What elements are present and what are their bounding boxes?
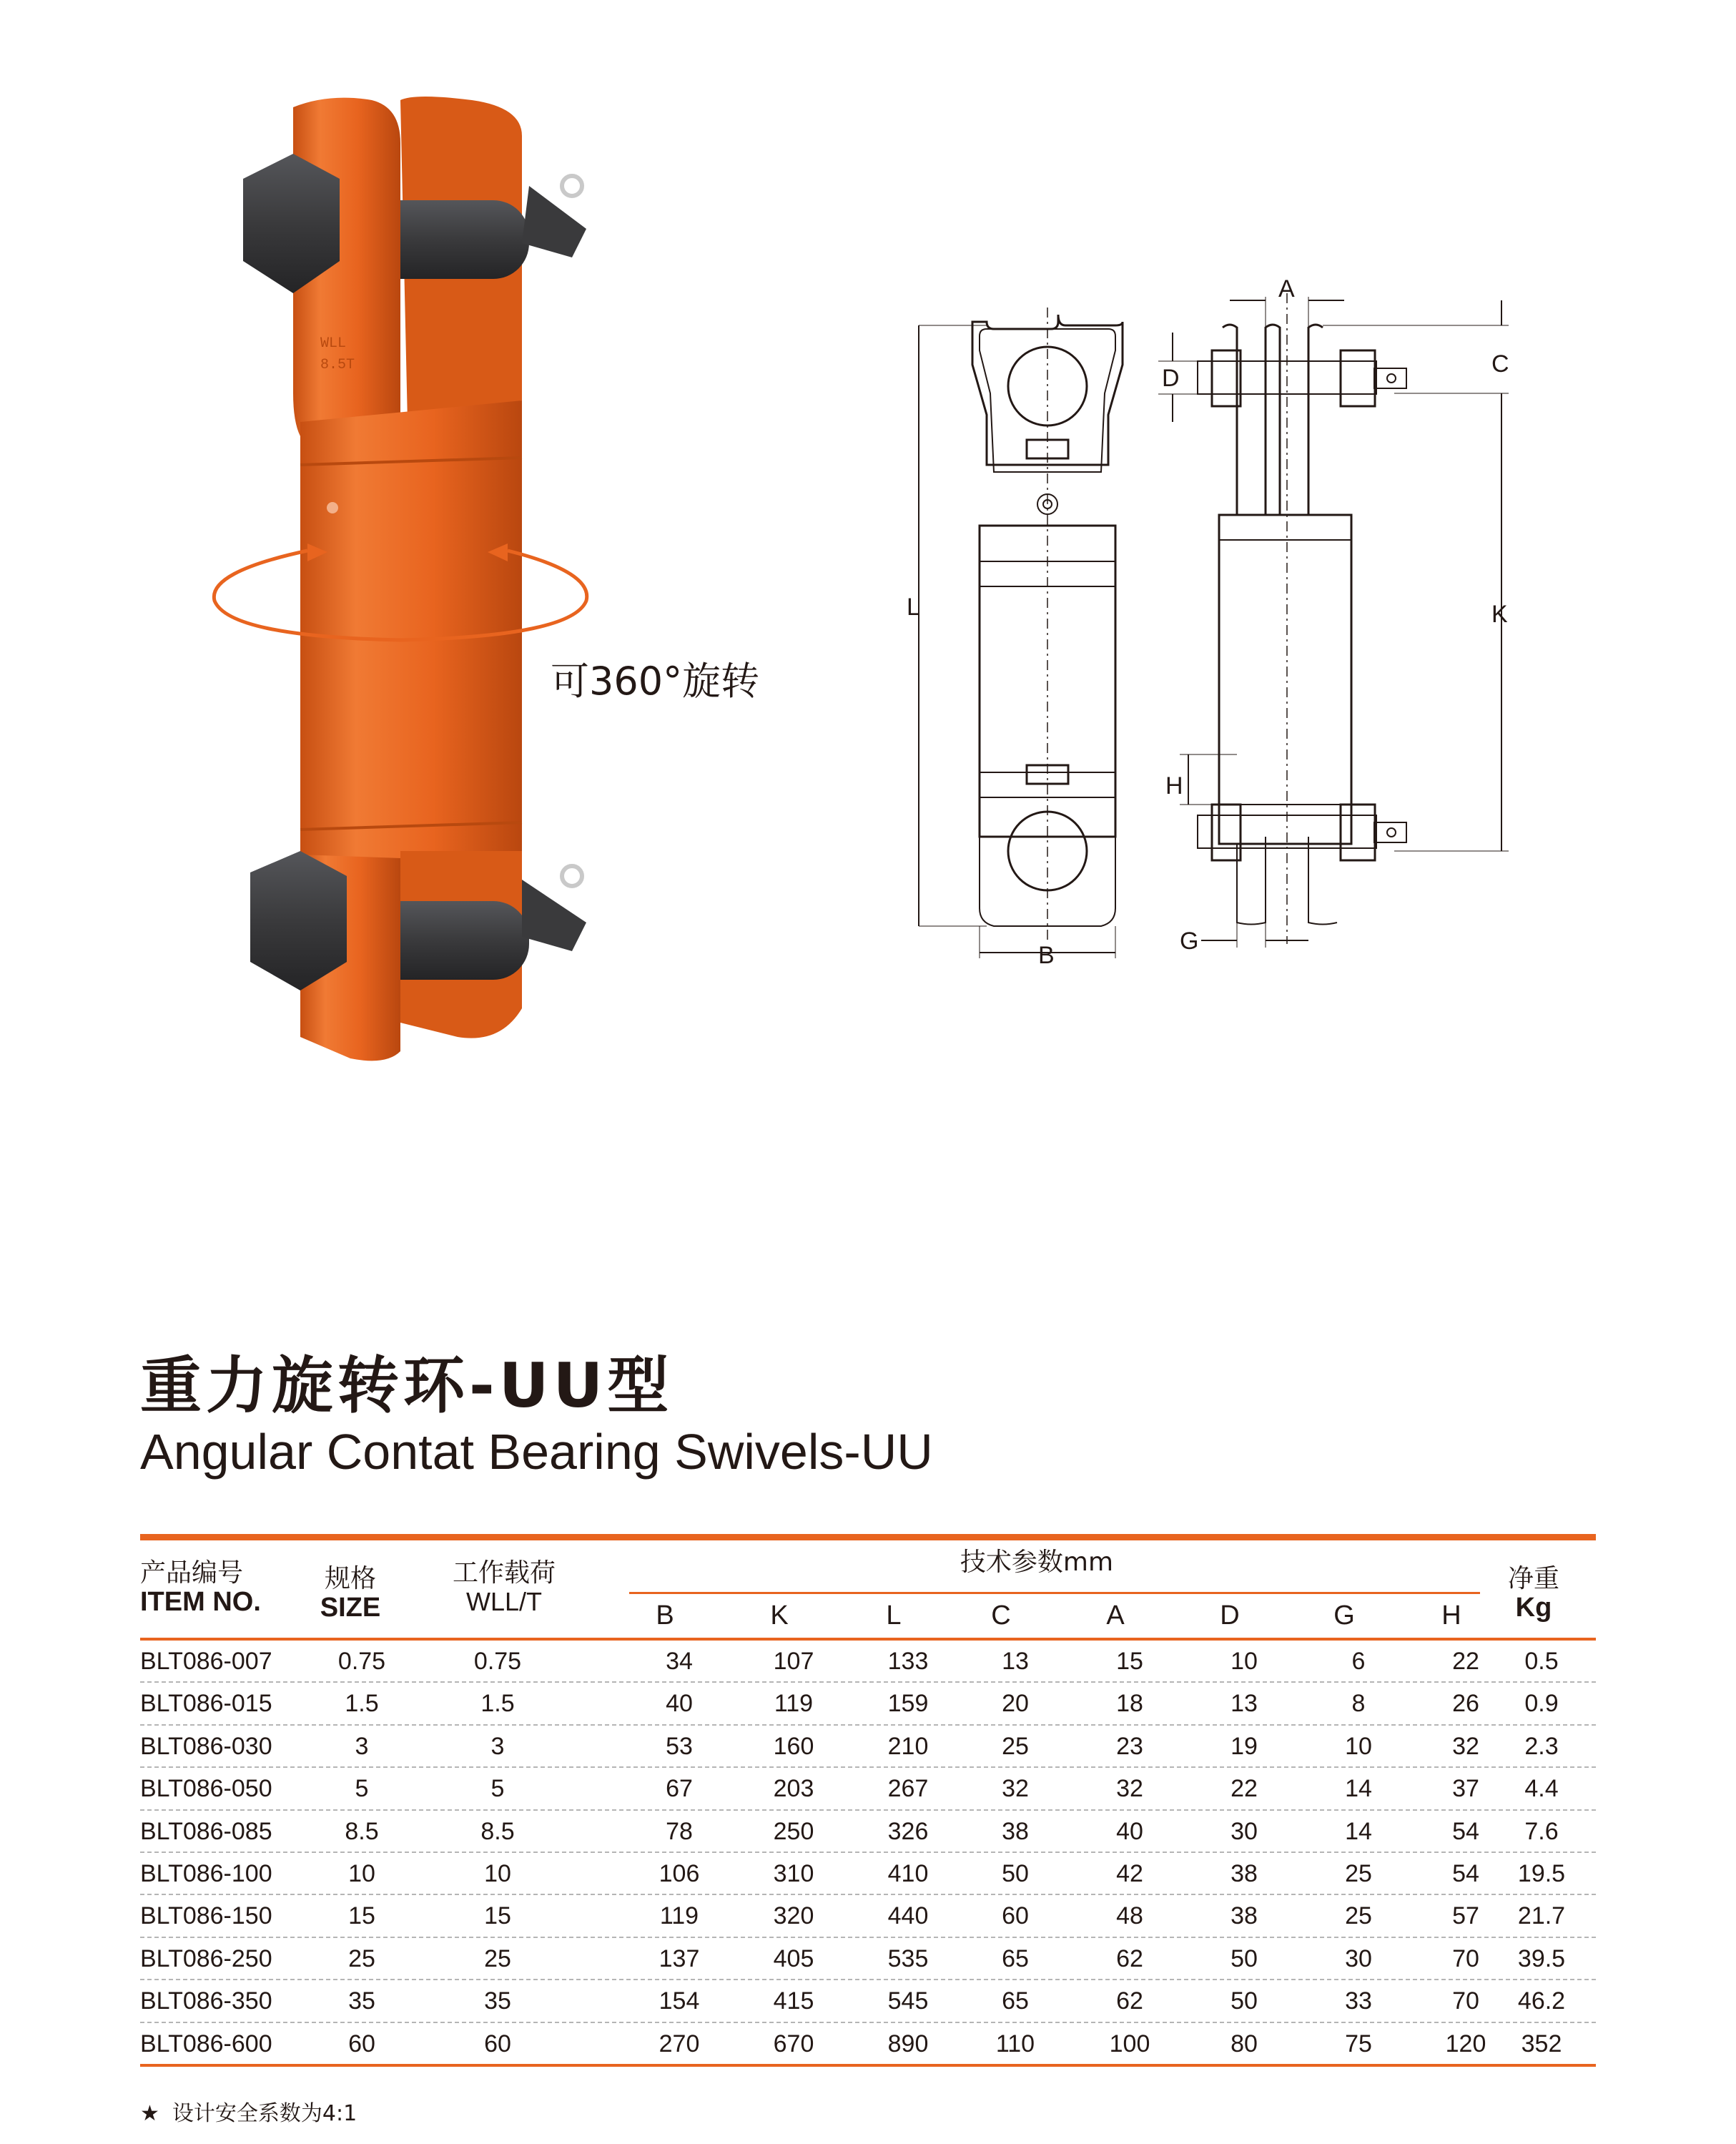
cell-b: 67	[666, 1775, 693, 1803]
table-row	[140, 1895, 1596, 1937]
cell-a: 18	[1116, 1690, 1143, 1718]
cell-k: 670	[773, 2030, 814, 2057]
cell-item-no: BLT086-150	[140, 1902, 272, 1930]
cell-item-no: BLT086-600	[140, 2030, 272, 2057]
svg-text:G: G	[1180, 928, 1199, 955]
cell-size: 35	[348, 1987, 375, 2015]
cell-k: 250	[773, 1817, 814, 1845]
cell-size: 0.75	[337, 1648, 386, 1675]
cell-wll: 5	[490, 1775, 505, 1803]
svg-text:K: K	[1491, 601, 1508, 628]
cell-g: 33	[1345, 1987, 1372, 2015]
cell-item-no: BLT086-100	[140, 1859, 272, 1887]
cell-size: 1.5	[345, 1690, 379, 1718]
cell-a: 40	[1116, 1817, 1143, 1845]
cell-b: 270	[659, 2030, 700, 2057]
svg-text:WLL: WLL	[320, 335, 347, 352]
table-top-rule	[140, 1534, 1596, 1540]
cell-b: 78	[666, 1817, 693, 1845]
cell-l: 890	[887, 2030, 929, 2057]
cell-d: 38	[1231, 1902, 1258, 1930]
cell-c: 20	[1002, 1690, 1029, 1718]
cell-g: 6	[1351, 1648, 1366, 1675]
cell-c: 13	[1002, 1648, 1029, 1675]
cell-c: 65	[1002, 1944, 1029, 1972]
cell-weight: 7.6	[1524, 1817, 1559, 1845]
cell-weight: 46.2	[1517, 1987, 1566, 2015]
cell-g: 14	[1345, 1817, 1372, 1845]
cell-weight: 39.5	[1517, 1944, 1566, 1972]
header-wll: 工作载荷 WLL/T	[452, 1558, 556, 1616]
cell-c: 38	[1002, 1817, 1029, 1845]
cell-l: 545	[887, 1987, 929, 2015]
cell-h: 70	[1452, 1987, 1479, 2015]
table-row	[140, 1811, 1596, 1853]
cell-k: 107	[773, 1648, 814, 1675]
cell-a: 100	[1109, 2030, 1150, 2057]
cell-size: 60	[348, 2030, 375, 2057]
cell-h: 26	[1452, 1690, 1479, 1718]
cell-wll: 60	[484, 2030, 511, 2057]
product-title-cn: 重力旋转环-UU型	[140, 1350, 674, 1422]
safety-footnote: ★ 设计安全系数为4:1	[140, 2101, 357, 2126]
cell-g: 75	[1345, 2030, 1372, 2057]
cell-l: 326	[887, 1817, 929, 1845]
cell-a: 62	[1116, 1944, 1143, 1972]
cell-d: 38	[1231, 1859, 1258, 1887]
svg-text:C: C	[1491, 350, 1509, 378]
cell-weight: 0.9	[1524, 1690, 1559, 1718]
cell-c: 32	[1002, 1775, 1029, 1803]
table-row	[140, 1980, 1596, 2022]
cell-d: 19	[1231, 1732, 1258, 1760]
cell-wll: 1.5	[480, 1690, 515, 1718]
table-row	[140, 1726, 1596, 1768]
cell-size: 25	[348, 1944, 375, 1972]
svg-text:H: H	[1165, 772, 1183, 800]
tech-header-d: D	[1220, 1600, 1240, 1631]
cell-a: 32	[1116, 1775, 1143, 1803]
cell-wll: 25	[484, 1944, 511, 1972]
cell-b: 34	[666, 1648, 693, 1675]
header-size: 规格 SIZE	[320, 1564, 381, 1623]
cell-a: 42	[1116, 1859, 1143, 1887]
cell-weight: 19.5	[1517, 1859, 1566, 1887]
cell-h: 70	[1452, 1944, 1479, 1972]
cell-h: 57	[1452, 1902, 1479, 1930]
cell-g: 14	[1345, 1775, 1372, 1803]
cell-weight: 352	[1521, 2030, 1562, 2057]
cell-item-no: BLT086-250	[140, 1944, 272, 1972]
header-item: 产品编号 ITEM NO.	[140, 1558, 261, 1617]
cell-k: 203	[773, 1775, 814, 1803]
tech-header-c: C	[991, 1600, 1011, 1631]
cell-k: 415	[773, 1987, 814, 2015]
rotate-360-label: 可360°旋转	[551, 659, 760, 704]
header-tech: 技术参数mm	[960, 1548, 1114, 1577]
cell-a: 15	[1116, 1648, 1143, 1675]
cell-k: 310	[773, 1859, 814, 1887]
cell-g: 10	[1345, 1732, 1372, 1760]
cell-b: 154	[659, 1987, 700, 2015]
cell-c: 25	[1002, 1732, 1029, 1760]
cell-h: 22	[1452, 1648, 1479, 1675]
cell-size: 3	[355, 1732, 369, 1760]
table-row	[140, 1853, 1596, 1895]
cell-l: 535	[887, 1944, 929, 1972]
cell-d: 50	[1231, 1987, 1258, 2015]
cell-d: 30	[1231, 1817, 1258, 1845]
cell-l: 410	[887, 1859, 929, 1887]
cell-g: 25	[1345, 1902, 1372, 1930]
cell-h: 120	[1445, 2030, 1486, 2057]
cell-weight: 2.3	[1524, 1732, 1559, 1760]
cell-weight: 0.5	[1524, 1648, 1559, 1675]
cell-k: 320	[773, 1902, 814, 1930]
cell-c: 60	[1002, 1902, 1029, 1930]
product-title-en: Angular Contat Bearing Swivels-UU	[140, 1424, 933, 1480]
svg-text:B: B	[1038, 942, 1055, 969]
cell-wll: 10	[484, 1859, 511, 1887]
bottom-hex-nut	[250, 851, 347, 990]
cell-b: 137	[659, 1944, 700, 1972]
cell-k: 405	[773, 1944, 814, 1972]
cell-a: 48	[1116, 1902, 1143, 1930]
cell-weight: 21.7	[1517, 1902, 1566, 1930]
tech-header-l: L	[886, 1600, 902, 1631]
svg-text:D: D	[1162, 365, 1180, 392]
cell-d: 22	[1231, 1775, 1258, 1803]
cell-item-no: BLT086-050	[140, 1775, 272, 1803]
side-view	[1158, 279, 1509, 955]
table-row	[140, 1641, 1596, 1683]
table-row	[140, 1683, 1596, 1725]
tech-header-a: A	[1106, 1600, 1125, 1631]
cell-c: 65	[1002, 1987, 1029, 2015]
table-row	[140, 1938, 1596, 1980]
technical-drawing	[894, 279, 1537, 980]
cell-item-no: BLT086-085	[140, 1817, 272, 1845]
cell-a: 62	[1116, 1987, 1143, 2015]
spec-table-body	[140, 1641, 1596, 2067]
cell-wll: 0.75	[473, 1648, 522, 1675]
table-row	[140, 2023, 1596, 2067]
cell-c: 50	[1002, 1859, 1029, 1887]
star-icon: ★	[140, 2101, 159, 2126]
cell-wll: 8.5	[480, 1817, 515, 1845]
cell-size: 15	[348, 1902, 375, 1930]
cell-k: 119	[774, 1690, 814, 1718]
cell-size: 5	[355, 1775, 369, 1803]
cell-size: 8.5	[345, 1817, 379, 1845]
table-row	[140, 1768, 1596, 1810]
cell-g: 25	[1345, 1859, 1372, 1887]
cell-b: 53	[666, 1732, 693, 1760]
tech-header-g: G	[1333, 1600, 1355, 1631]
cell-b: 106	[659, 1859, 700, 1887]
cell-l: 210	[887, 1732, 929, 1760]
cell-wll: 15	[484, 1902, 511, 1930]
cell-item-no: BLT086-007	[140, 1648, 272, 1675]
bottom-cotter-pin	[522, 880, 586, 951]
cell-k: 160	[773, 1732, 814, 1760]
header-weight: 净重 Kg	[1507, 1564, 1559, 1623]
cell-weight: 4.4	[1524, 1775, 1559, 1803]
cell-b: 119	[659, 1902, 699, 1930]
cell-g: 30	[1345, 1944, 1372, 1972]
tech-header-k: K	[770, 1600, 789, 1631]
cell-a: 23	[1116, 1732, 1143, 1760]
tech-header-b: B	[656, 1600, 674, 1631]
cell-h: 54	[1452, 1859, 1479, 1887]
cell-d: 50	[1231, 1944, 1258, 1972]
cell-wll: 3	[490, 1732, 505, 1760]
cell-c: 110	[995, 2030, 1035, 2057]
cell-wll: 35	[484, 1987, 511, 2015]
cell-g: 8	[1351, 1690, 1366, 1718]
cell-item-no: BLT086-030	[140, 1732, 272, 1760]
cell-l: 267	[887, 1775, 929, 1803]
tech-sub-rule	[629, 1592, 1480, 1594]
tech-header-h: H	[1441, 1600, 1461, 1631]
cell-size: 10	[348, 1859, 375, 1887]
svg-text:A: A	[1278, 279, 1295, 303]
cell-h: 37	[1452, 1775, 1479, 1803]
cell-d: 80	[1231, 2030, 1258, 2057]
front-view	[907, 308, 1123, 969]
svg-text:L: L	[907, 594, 920, 621]
cell-l: 133	[887, 1648, 929, 1675]
cell-h: 32	[1452, 1732, 1479, 1760]
cell-d: 10	[1231, 1648, 1258, 1675]
cell-item-no: BLT086-015	[140, 1690, 272, 1718]
cell-d: 13	[1231, 1690, 1258, 1718]
cell-l: 440	[887, 1902, 929, 1930]
cell-h: 54	[1452, 1817, 1479, 1845]
svg-text:8.5T: 8.5T	[320, 357, 355, 373]
rotation-arrow-icon	[200, 529, 601, 651]
cell-item-no: BLT086-350	[140, 1987, 272, 2015]
cell-b: 40	[666, 1690, 693, 1718]
cell-l: 159	[887, 1690, 929, 1718]
